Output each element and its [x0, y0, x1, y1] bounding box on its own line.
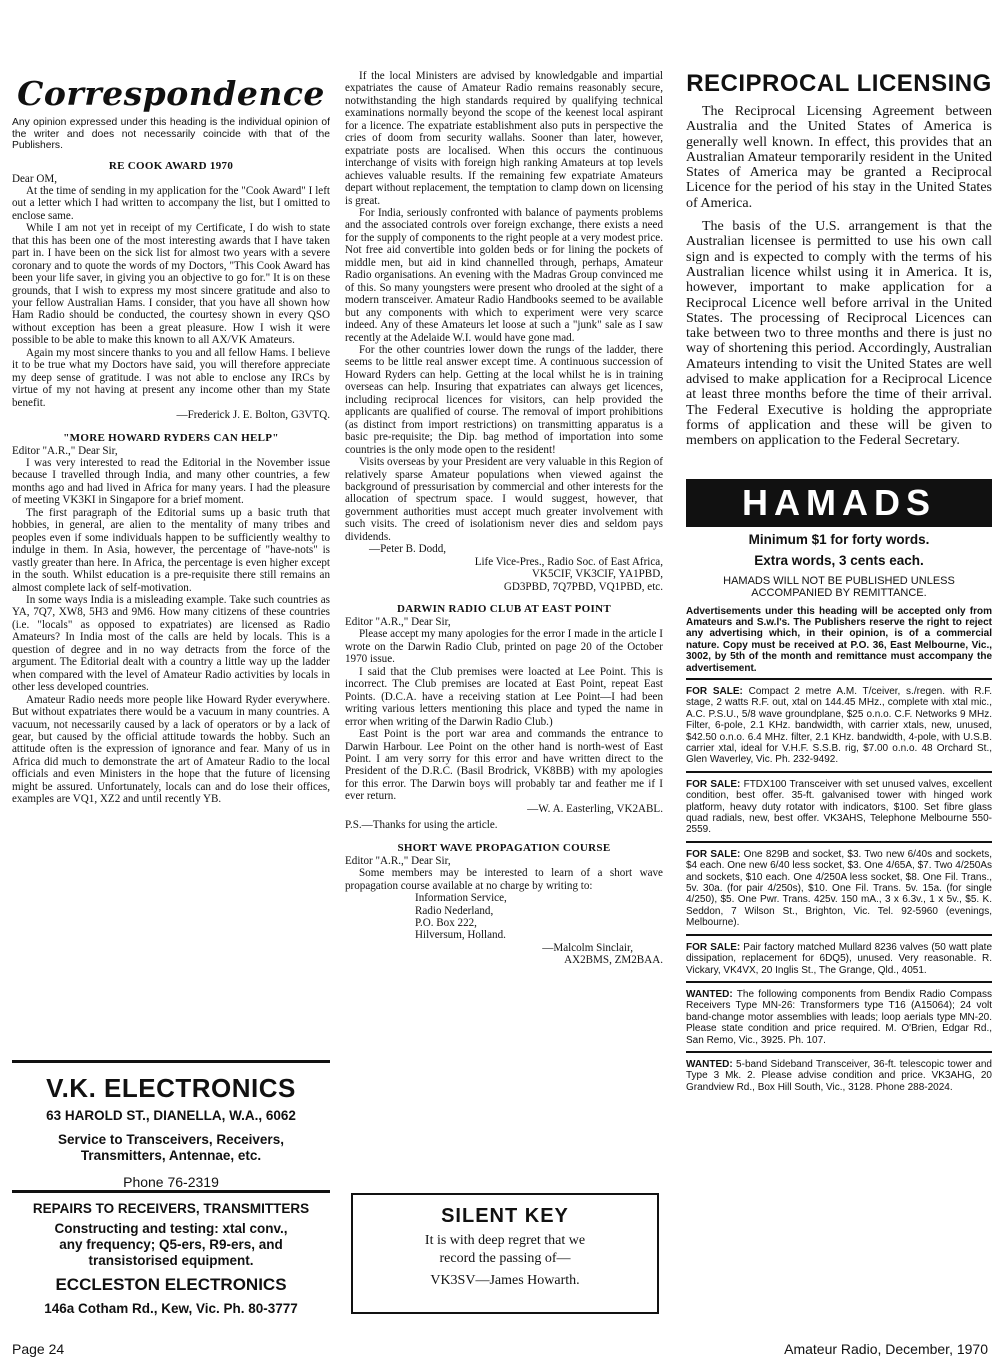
letter-darwin-salutation: Editor "A.R.," Dear Sir,: [345, 616, 451, 629]
letter-ryders-paragraph: Amateur Radio needs more people like Howard Ryder everywhere. But without expatriates there would be a vacuum in many countries. A vacuum, not necessarily caused by a lack of operators or by a lack of gear, but caused by the official attitude towards the hobby. Such an attitude often is the expression of ignorance and fear. Many of us in Africa did much to demonstrate the art of Amateur Radio to the local officials and even Ministers in the hope that the future of licensing might be assured. Unfortunately, locals can and do lose their offices, examples are VQ1, XZ2 and until recently YB.: [12, 693, 330, 806]
column-middle: [345, 70, 663, 967]
ad-vk-title: V.K. ELECTRONICS: [46, 1073, 296, 1103]
silent-key-title: SILENT KEY: [441, 1205, 569, 1227]
letter-darwin-ps: P.S.—Thanks for using the article.: [345, 819, 498, 832]
list-item: [686, 1053, 992, 1098]
letter-ryders-salutation: Editor "A.R.," Dear Sir,: [12, 444, 118, 457]
letter-swp-title: SHORT WAVE PROPAGATION COURSE: [397, 841, 611, 854]
list-item: [686, 843, 992, 936]
letter-ryders-signature: VK5CIF, VK3CIF, YA1PBD,: [531, 568, 663, 581]
silent-key-text: record the passing of—: [439, 1251, 571, 1266]
list-item: [686, 983, 992, 1053]
ad-eccleston-headline: REPAIRS TO RECEIVERS, TRANSMITTERS: [32, 1201, 310, 1216]
list-item: [686, 773, 992, 843]
hamads-rate: Extra words, 3 cents each.: [754, 552, 924, 568]
letter-darwin-paragraph: I said that the Club premises were loacted at Lee Point. This is incorrect. The Club premises are located at East Point, repeat East Points. (D.C.A. have a receiving station at Lee Point—I had been writing various letters mentioning this place and typed the name in error when writing of the Darwin Radio Club.): [345, 665, 663, 728]
correspondence-heading: Correspondence: [17, 74, 325, 113]
hamads-note: HAMADS WILL NOT BE PUBLISHED UNLESS ACCOMPANIED BY REMITTANCE.: [723, 574, 955, 600]
silent-key-name: VK3SV—James Howarth.: [430, 1273, 580, 1288]
ad-lead: WANTED:: [686, 988, 733, 1000]
letter-ryders-signature: —Peter B. Dodd,: [369, 543, 447, 556]
letter-ryders-paragraph: For the other countries lower down the rungs of the ladder, there seems to be little real answer except time. A continuous succession of Howard Ryders can help. Getting at the local whilst he is in training overseas can help. Insuring that expatriates can always get licences, including reciprocal licences for visitors, can help provided the applicants are qualified of course. The removal of import prohibitions (as distinct from import restrictions) on transmitting apparatus is a basic pre-requisite; the Dip. bag method of importation into some countries is the only mode open to the resident!: [345, 343, 663, 456]
ad-eccleston-address: 146a Cotham Rd., Kew, Vic. Ph. 80-3777: [44, 1301, 298, 1316]
ad-vk-phone: Phone 76-2319: [123, 1174, 219, 1190]
letter-swp-address: Information Service,: [415, 892, 507, 905]
ad-text: FTDX100 Transceiver with set unused valves, excellent condition, best offer. 35-ft. galvanised tower with hinged work platform, heavy duty rotator with indicators, $100. Set fibre glass quad radials, new, best offer. VK3AHS, Telephone Melbourne 550-2559.: [686, 778, 993, 836]
ad-lead: FOR SALE:: [686, 778, 741, 790]
letter-darwin-title: DARWIN RADIO CLUB AT EAST POINT: [397, 603, 611, 616]
footer-publication: Amateur Radio, December, 1970: [784, 1341, 988, 1357]
letter-swp-signature: AX2BMS, ZM2BAA.: [564, 954, 663, 967]
ad-vk-address: 63 HAROLD ST., DIANELLA, W.A., 6062: [46, 1108, 296, 1123]
list-item: [686, 680, 992, 773]
letter-ryders-paragraph: I was very interested to read the Editorial in the November issue because I travelled through India, and many other countries, a few months ago and had lived in Africa for many years. I had the pleasure of meeting VK3KI in Singapore for a brief moment.: [12, 457, 330, 507]
ad-text: One 829B and socket, $3. Two new 6/40s and sockets, $4 each. One new 6/40 less socket, $3. One 4/65A, $7. Two 4/250As and sockets, $10 each. One 4/250A less socket, $8. One Fil. Trans., 5v. 30a. (for pair 4/250s), $10. One Fil. Trans. 5v. 15a. (for single 4/250), $5. One Pwr. Trans. 425v. 150 mA., 3 x 6.3v., 1 x 5v., $5. K. Seddon, 7 Wilson St., Brighton, Vic. Tel. 92-5960 (evenings, Melbourne).: [686, 848, 993, 929]
letter-cook-paragraph: At the time of sending in my application for the "Cook Award" I left out a letter which I had written to accompany the list, but I omitted to enclose same.: [12, 184, 330, 222]
hamads-info: Advertisements under this heading will be accepted only from Amateurs and S.w.l's. The Publishers reserve the right to reject any advertising which, in their opinion, is of a commercial nature. Copy must be received at P.O. 36, East Melbourne, Vic., 3002, by 5th of the month and remittance must accompany the advertisement.: [686, 606, 992, 680]
letter-ryders-paragraph: For India, seriously confronted with balance of payments problems and the associated controls over foreign exchange, there exists a need for the supply of components to the right people at a very modest price. Not free aid convertible into golden beds or for lining the pockets of middle men, but aid in kind channelled through, perhaps, Amateur Radio organisations. An evening with the Madras Group convinced me of this. So many youngsters were present who drooled at the sight of a modern transceiver. Amateur Radio Handbooks seemed to be available but any components with which to experiment were very scarce indeed. Any of these Amateurs let loose at such a "junk" sale as I saw recently at the Adelaide W.I. would have gone mad.: [345, 206, 663, 344]
ad-text: 5-band Sideband Transceiver, 36-ft. telescopic tower and Type 3 Mk. 2. Please advise condition and price. VK3AHG, 20 Grandview Rd., Box Hill South, Vic., 3128. Phone 288-2024.: [686, 1058, 992, 1093]
ad-vk-line: Transmitters, Antennae, etc.: [80, 1148, 262, 1163]
letter-cook-signature: —Frederick J. E. Bolton, G3VTQ.: [176, 409, 330, 422]
letter-ryders-paragraph: The first paragraph of the Editorial sums up a basic truth that hobbies, in general, are alien to the mentality of many tribes and peoples even if some individuals happen to be sufficiently wealthy to indulge in them. In Asia, however, the percentage of "have-nots" is vastly greater than here. In Africa, the percentage is even higher except in the south. Whilst education is a pre-requisite there still remains an almost complete lack of self-motivation.: [12, 506, 330, 594]
letter-swp-salutation: Editor "A.R.," Dear Sir,: [345, 854, 451, 867]
letter-darwin-signature: —W. A. Easterling, VK2ABL.: [527, 802, 663, 815]
hamads-list: [686, 680, 992, 1098]
ad-eccleston: [12, 1190, 330, 1317]
letter-darwin-paragraph: East Point is the port war area and commands the entrance to Darwin Harbour. Lee Point on the other hand is north-west of East Point. I am very sorry for this error and have written direct to the President of the D.R.C. (Basil Brodrick, VK8BB) with my apologies for this error. The Darwin boys will probably tar and feather me if I ever return.: [345, 728, 663, 803]
letter-ryders-paragraph: Visits overseas by your President are very valuable in this Region of relatively sparse Amateur populations when viewed against the background of pressurisation by commercial and other interests for the allocation of spectrum space. I would suggest, however, that government authorities must accept much greater involvement with such visits. The creed of isolationism never dies and seldom pays dividends.: [345, 456, 663, 543]
ad-eccleston-line: any frequency; Q5-ers, R9-ers, and: [59, 1237, 283, 1252]
letter-ryders-title: "MORE HOWARD RYDERS CAN HELP": [63, 431, 279, 444]
reciprocal-title: RECIPROCAL LICENSING: [686, 70, 992, 97]
letter-swp-address: Radio Nederland,: [415, 904, 494, 917]
letter-swp-address: P.O. Box 222,: [415, 917, 477, 929]
letter-ryders-signature: GD3PBD, 7Q7PBD, VQ1PBD, etc.: [503, 580, 663, 593]
letter-cook-salutation: Dear OM,: [12, 172, 57, 185]
correspondence-disclaimer: Any opinion expressed under this heading is the individual opinion of the writer and does not necessarily coincide with that of the Publishers.: [12, 117, 330, 151]
ad-vk-electronics: [12, 1060, 330, 1198]
ad-lead: FOR SALE:: [686, 685, 743, 697]
silent-key-box: [351, 1193, 659, 1314]
letter-ryders-signature: Life Vice-Pres., Radio Soc. of East Africa,: [474, 555, 663, 568]
letter-darwin-paragraph: Please accept my many apologies for the error I made in the article I wrote on the Darwin Radio Club, printed on page 20 of the October 1970 issue.: [345, 628, 663, 666]
column-right: [686, 0, 992, 1098]
footer-page-number: Page 24: [12, 1341, 65, 1357]
reciprocal-paragraph: The Reciprocal Licensing Agreement between Australia and the United States of America is generally well known. In effect, this provides that an Australian Amateur temporarily resident in the United States of America may be granted a Reciprocal Licence for the period of his stay in the United States of America.: [686, 104, 992, 211]
letter-swp-address: Hilversum, Holland.: [415, 929, 506, 942]
column-left: [12, 0, 330, 806]
hamads-banner: HAMADS: [686, 479, 992, 527]
letter-cook-paragraph: Again my most sincere thanks to you and all fellow Hams. I believe it to be true what my Doctors have said, you will therefore appreciate my deep sense of gratitude. I was not able to enclose any IRCs by virtue of my not having at present any income other than my State benefit.: [12, 346, 330, 409]
reciprocal-body: [686, 104, 992, 449]
ad-eccleston-line: Constructing and testing: xtal conv.,: [54, 1221, 288, 1236]
letter-cook-title: RE COOK AWARD 1970: [108, 159, 234, 172]
ad-lead: FOR SALE:: [686, 941, 741, 953]
ad-vk-line: Service to Transceivers, Receivers,: [58, 1132, 284, 1147]
ad-eccleston-line: transistorised equipment.: [88, 1253, 254, 1268]
hamads-rate: Minimum $1 for forty words.: [748, 531, 930, 547]
ad-text: Compact 2 metre A.M. T/ceiver, s./regen. with R.F. stage, 2 watts R.F. out, xtal on 144.45 MHz., complete with xtal mic., A.C. P.S.U., 5/8 wave groundplane, $25 o.n.o. C.F. Networks 9 MHz. Filter, 6-pole, 2.1 KHz. bandwidth, with carrier xtals, new, unused, $42.50 o.n.o. 6.4 MHz. filter, 2.1 KHz. bandwidth, 4-pole, with U.S.B. carrier xtal, ideal for V.H.F. S.S.B. rig, $7.00 o.n.o. 48 Orchard St., Glen Waverley, Vic. Ph. 232-9492.: [686, 685, 993, 766]
ad-lead: FOR SALE:: [686, 848, 741, 860]
ad-text: Pair factory matched Mullard 8236 valves (50 watt plate dissipation, replacement for 6DQ5), unused. Very reasonable. R. Vickary, VK4VX, 20 Inglis St., The Grange, Qld., 4051.: [686, 941, 993, 976]
silent-key-text: It is with deep regret that we: [424, 1233, 586, 1248]
letter-swp-paragraph: Some members may be interested to learn of a short wave propagation course available at no charge by writing to:: [345, 867, 663, 892]
ad-lead: WANTED:: [686, 1058, 733, 1070]
reciprocal-paragraph: The basis of the U.S. arrangement is that the Australian licensee is permitted to use his own call sign and is expected to comply with the terms of his Australian licence whilst using it in America. It is, however, important to make application for a Reciprocal Licence well before arrival in the United States. The processing of Reciprocal Licences can take between two to three months and there is just no way of shortening this period. Accordingly, Australian Amateurs intending to visit the United States are well advised to make application for a Reciprocal Licence at least three months before the time of their arrival. The Federal Executive is holding the appropriate forms of application and these will be given to members on application to the Federal Secretary.: [686, 219, 992, 449]
ad-eccleston-name: ECCLESTON ELECTRONICS: [55, 1275, 287, 1294]
letter-ryders-paragraph: If the local Ministers are advised by knowledgable and impartial expatriates the cause of Amateur Radio remains reasonably secure, notwithstanding the high standards required by qualifying technical examinations normally beyond the scope of the keenest local aspirant for a licence. The expatriate establishment also puts in perspective the cries of doom from security wallahs. Sooner than later, however, expatriate posts are localised. When this occurs the continuous interchange of visits with foreign high ranking Amateurs at top levels achieves valuable results. If the remaining few expatriate Amateurs depart without replacement, the temptation to clamp down on licensing is great.: [345, 70, 663, 207]
letter-swp-signature: —Malcolm Sinclair,: [542, 941, 633, 954]
letter-ryders-paragraph: In some ways India is a misleading example. Take such countries as YA, 7Q7, XW8, 5H3 and 9M6. How many citizens of these countries (i.e. "locals" as opposed to expatriates) are licensed as Radio Amateurs? In India most of the calls are held by locals. This is a question of degree and in no way detracts from the force of the argument. The Editorial dealt with a country a little way up the ladder when compared with the level of Amateur Radio activities by locals in other less developed countries.: [12, 594, 330, 694]
list-item: [686, 936, 992, 983]
letter-cook-paragraph: While I am not yet in receipt of my Certificate, I do wish to state that this has been one of the most interesting awards that I have taken part in. I have been on the sick list for almost two years with a severe coronary and to quote the words of my Doctors, "This Cook Award has been your life saver, in giving you an objective to go for." It is on these grounds, that I wish to express my most sincere gratitude and also to your fellow Australian Hams. I consider, that you have all shown how Ham Radio should be conducted, the courtesy shown in every QSO without exception has been a great pleasure. How I wish it were possible to be able to make this known to all AX/VK Amateurs.: [12, 222, 330, 347]
ad-text: The following components from Bendix Radio Compass Receivers Type MN-26: Transformers type T16 (A15064); 24 volt band-change motor assemblies with leads; loop aerials type MN-20. Please state condition and price required. M. O'Brien, Edgar Rd., San Remo, Vic., 3925. Ph. 107.: [686, 988, 992, 1046]
